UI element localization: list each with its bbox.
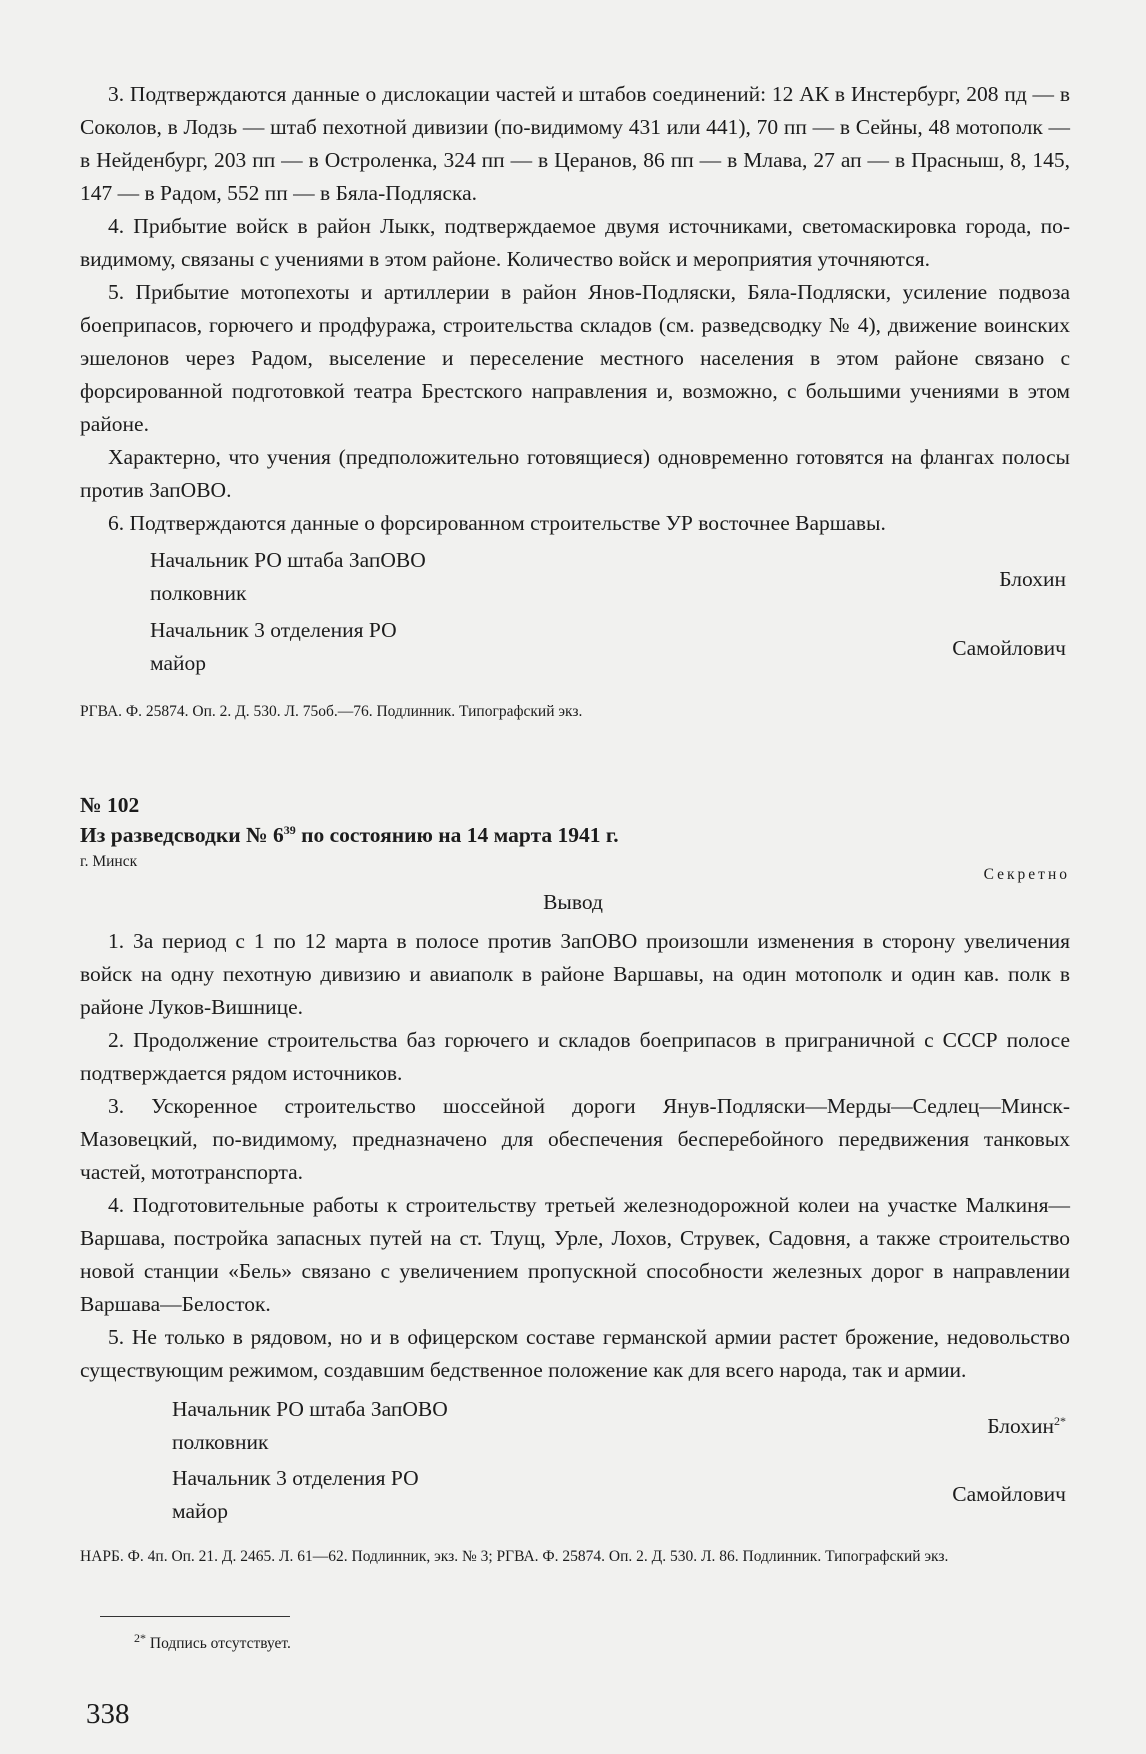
signature-title-1: Начальник РО штаба ЗапОВО xyxy=(150,548,426,572)
signature2-footnote-ref: 2* xyxy=(1054,1413,1066,1428)
title-text: Из разведсводки № 6 xyxy=(80,823,284,847)
conclusion-paragraph-5: 5. Не только в рядовом, но и в офицерском составе германской армии растет брожение, недовольство существующим режимом, создавшим бедственное положение как для всего народа, так и армии. xyxy=(80,1325,1070,1382)
document-number: № 102 xyxy=(80,793,140,817)
signature2-name-1 xyxy=(987,1410,1066,1443)
footnote-divider xyxy=(100,1616,290,1617)
paragraph-4: 4. Прибытие войск в район Лыкк, подтверждаемое двумя источниками, светомаскировка города, по-видимому, связаны с учениями в этом районе. Количество войск и мероприятия уточняются. xyxy=(80,214,1070,271)
paragraph-5: 5. Прибытие мотопехоты и артиллерии в район Янов-Подляски, Бяла-Подляски, усиление подвоза боеприпасов, горючего и продфуража, строительства складов (см. разведсводку № 4), движение воинских эшелонов через Радом, выселение и переселение местного населения в этом районе связано с форсированной подготовкой театра Брестского направления и, возможно, с большими учениями в этом районе. xyxy=(80,280,1070,436)
continuation-text xyxy=(80,78,1070,540)
archive-source-2: НАРБ. Ф. 4п. Оп. 21. Д. 2465. Л. 61—62. Подлинник, экз. № 3; РГВА. Ф. 25874. Оп. 2. Д. 530. Л. 86. Подлинник. Типографский экз. xyxy=(80,1548,949,1565)
signature-name-2: Самойлович xyxy=(952,636,1066,660)
conclusion-paragraph-4: 4. Подготовительные работы к строительству третьей железнодорожной колеи на участке Малкиня—Варшава, постройка запасных путей на ст. Тлущ, Урле, Лохов, Струвек, Садовня, а также строительство новой станции «Бель» связано с увеличением пропускной способности железных дорог в направлении Варшава—Белосток. xyxy=(80,1193,1070,1316)
archive-source-1: РГВА. Ф. 25874. Оп. 2. Д. 530. Л. 75об.—76. Подлинник. Типографский экз. xyxy=(80,703,583,720)
signature2-title-1: Начальник РО штаба ЗапОВО xyxy=(172,1397,448,1421)
secrecy-stamp: Секретно xyxy=(983,866,1070,883)
paragraph-6: 6. Подтверждаются данные о форсированном строительстве УР восточнее Варшавы. xyxy=(108,511,886,535)
conclusion-paragraph-3: 3. Ускоренное строительство шоссейной дороги Янув-Подляски—Мерды—Седлец—Минск-Мазовецкий, по-видимому, предназначено для обеспечения бесперебойного передвижения танковых частей, мототранспорта. xyxy=(80,1094,1070,1184)
footnote-text: Подпись отсутствует. xyxy=(146,1635,291,1652)
title-date: по состоянию на 14 марта 1941 г. xyxy=(295,823,619,847)
signature2-name-2: Самойлович xyxy=(952,1482,1066,1506)
conclusion-paragraph-1: 1. За период с 1 по 12 марта в полосе против ЗапОВО произошли изменения в сторону увеличения войск на одну пехотную дивизию и авиаполк в районе Варшавы, на один мотополк и один кав. полк в районе Луков-Вишнице. xyxy=(80,929,1070,1019)
signature-name-1: Блохин xyxy=(999,567,1066,591)
document-place: г. Минск xyxy=(80,853,138,870)
footnote-mark: 2* xyxy=(134,1630,146,1645)
signature2-title-2: Начальник 3 отделения РО xyxy=(172,1466,419,1490)
signature-title-2: Начальник 3 отделения РО xyxy=(150,618,397,642)
document-title xyxy=(80,820,619,850)
conclusion-paragraph-2: 2. Продолжение строительства баз горючего и складов боеприпасов в приграничной с СССР полосе подтверждается рядом источников. xyxy=(80,1028,1070,1085)
paragraph-3: 3. Подтверждаются данные о дислокации частей и штабов соединений: 12 АК в Инстербург, 208 пд — в Соколов, в Лодзь — штаб пехотной дивизии (по-видимому 431 или 441), 70 пп — в Сейны, 48 мотополк — в Нейденбург, 203 пп — в Остроленка, 324 пп — в Церанов, 86 пп — в Млава, 27 ап — в Прасныш, 8, 145, 147 — в Радом, 552 пп — в Бяла-Подляска. xyxy=(80,82,1070,205)
signature-rank-2: майор xyxy=(150,651,207,675)
signature2-rank-1: полковник xyxy=(172,1430,269,1454)
section-heading: Вывод xyxy=(543,890,603,914)
page-number: 338 xyxy=(86,1698,130,1730)
paragraph-characteristic: Характерно, что учения (предположительно готовящиеся) одновременно готовятся на флангах полосы против ЗапОВО. xyxy=(80,445,1070,502)
footnote xyxy=(134,1630,291,1653)
signature-rank-1: полковник xyxy=(150,581,247,605)
conclusion-text xyxy=(80,925,1070,1387)
signature2-name-1-text: Блохин xyxy=(987,1414,1054,1438)
title-footnote-ref: 39 xyxy=(283,822,296,837)
signature2-rank-2: майор xyxy=(172,1499,229,1523)
